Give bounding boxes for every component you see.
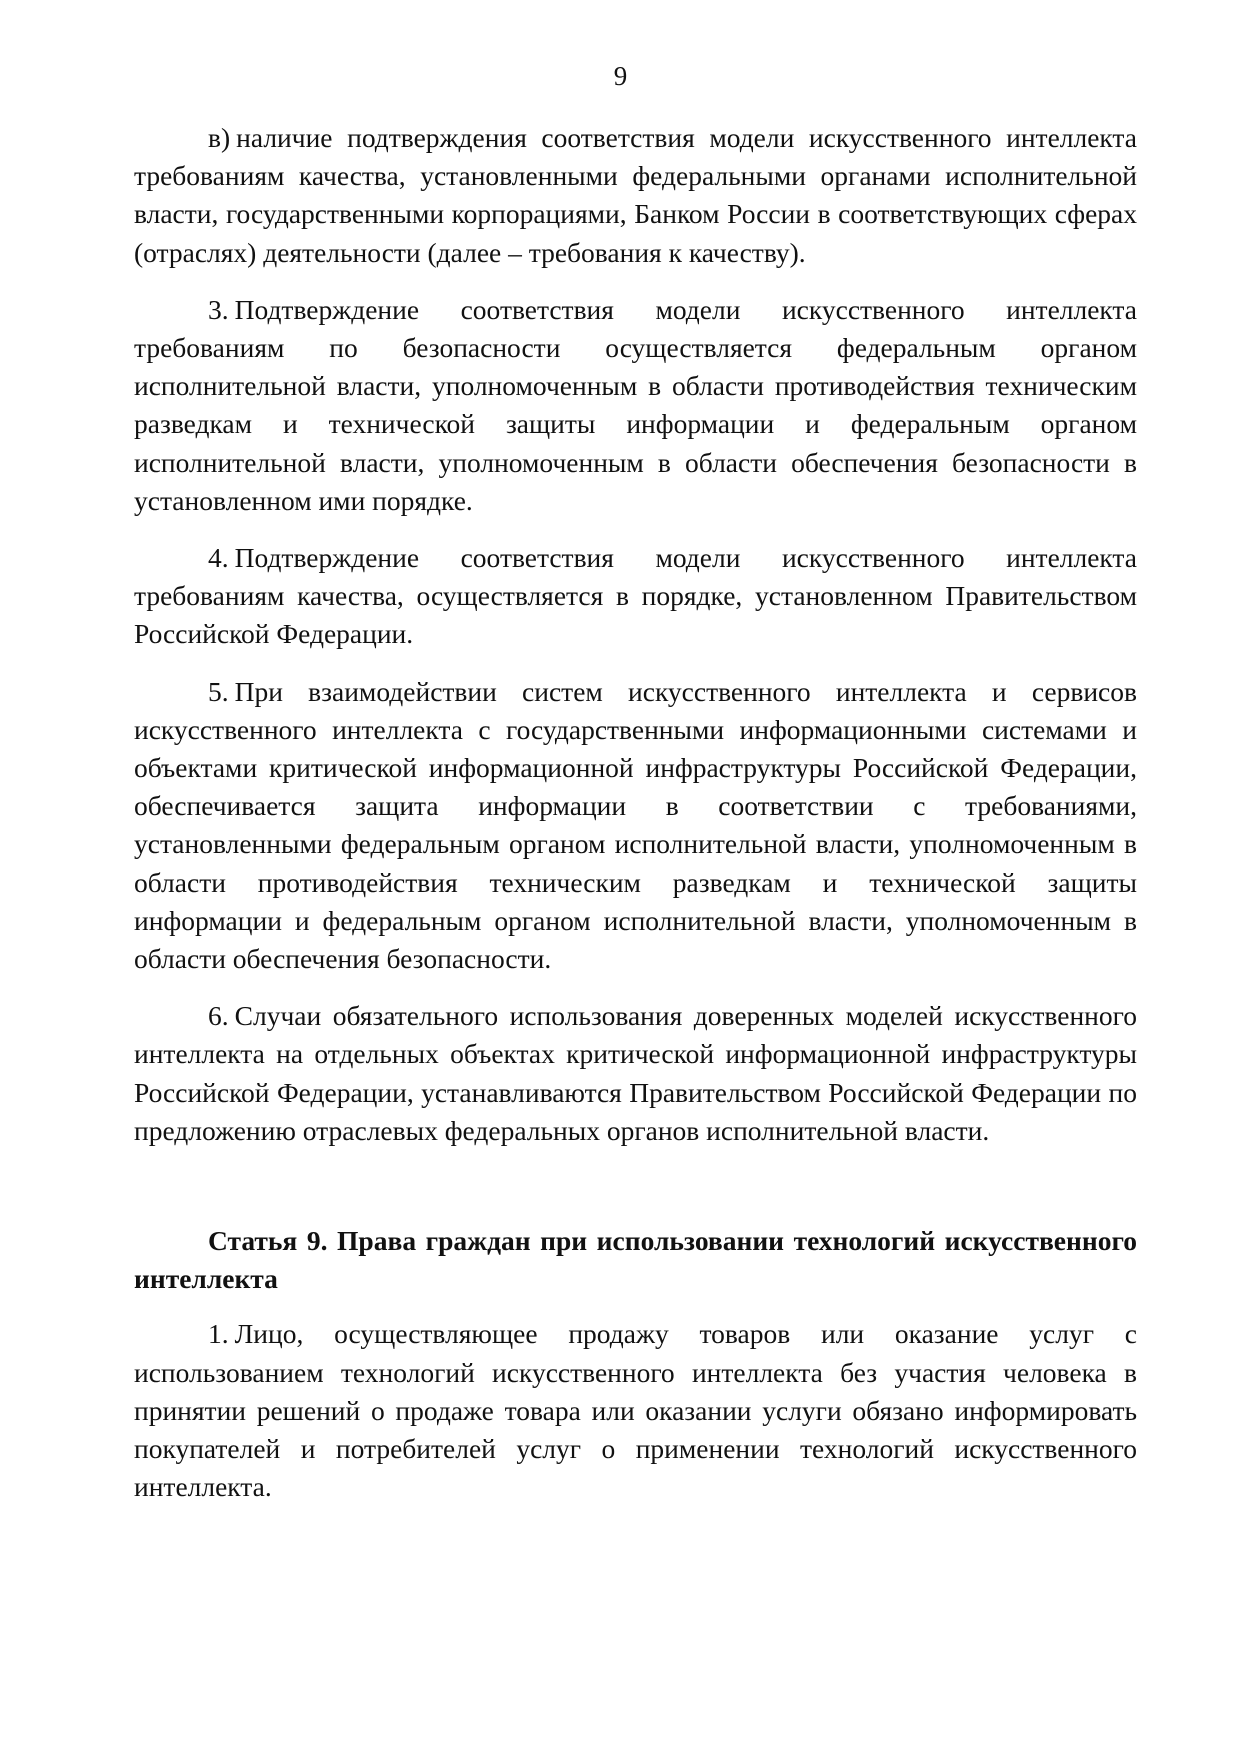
paragraph-5 — [134, 673, 1137, 979]
document-body — [134, 119, 1137, 1507]
paragraph-number: 4. — [208, 542, 229, 574]
paragraph-number: 5. — [208, 675, 229, 707]
paragraph-text: наличие подтверждения соответствия модели искусственного интеллекта требованиям качества, установленными федеральными органами исполнительной власти, государственными корпорациями, Банком России в соответствующих сферах (отраслях) деятельности (далее – требования к качеству). — [134, 122, 1137, 268]
page-number: 9 — [613, 61, 628, 91]
paragraph-text: Лицо, осуществляющее продажу товаров или оказание услуг с использованием технологий искусственного интеллекта без участия человека в принятии решений о продаже товара или оказании услуги обязано информировать покупателей и потребителей услуг о применении технологий искусственного интеллекта. — [134, 1318, 1137, 1503]
paragraph-item-v — [134, 119, 1137, 272]
paragraph-number: в) — [208, 122, 231, 153]
paragraph-text: Случаи обязательного использования доверенных моделей искусственного интеллекта на отдельных объектах критической информационной инфраструктуры Российской Федерации, устанавливаются Правительством Российской Федерации по предложению отраслевых федеральных органов исполнительной власти. — [134, 1000, 1137, 1146]
paragraph-number: 6. — [208, 1000, 229, 1032]
paragraph-6 — [134, 997, 1137, 1150]
paragraph-4 — [134, 539, 1137, 654]
paragraph-3 — [134, 291, 1137, 520]
paragraph-number: 1. — [208, 1318, 229, 1350]
article-heading: Статья 9. Права граждан при использовании технологий искусственного интеллекта — [134, 1225, 1137, 1295]
paragraph-text: При взаимодействии систем искусственного интеллекта и сервисов искусственного интеллекта с государственными информационными системами и объектами критической информационной инфраструктуры Российской Федерации, обеспечивается защита информации в соответствии с требованиями, установленными федеральным органом исполнительной власти, уполномоченным в области противодействия техническим разведкам и технической защиты информации и федеральным органом исполнительной власти, уполномоченным в области обеспечения безопасности. — [134, 675, 1137, 975]
paragraph-text: Подтверждение соответствия модели искусственного интеллекта требованиям по безопасности осуществляется федеральным органом исполнительной власти, уполномоченным в области противодействия техническим разведкам и технической защиты информации и федеральным органом исполнительной власти, уполномоченным в области обеспечения безопасности в установленном ими порядке. — [134, 293, 1137, 516]
article-9-paragraph-1 — [134, 1315, 1137, 1506]
paragraph-text: Подтверждение соответствия модели искусственного интеллекта требованиям качества, осуществляется в порядке, установленном Правительством Российской Федерации. — [134, 542, 1137, 650]
paragraph-number: 3. — [208, 293, 229, 325]
